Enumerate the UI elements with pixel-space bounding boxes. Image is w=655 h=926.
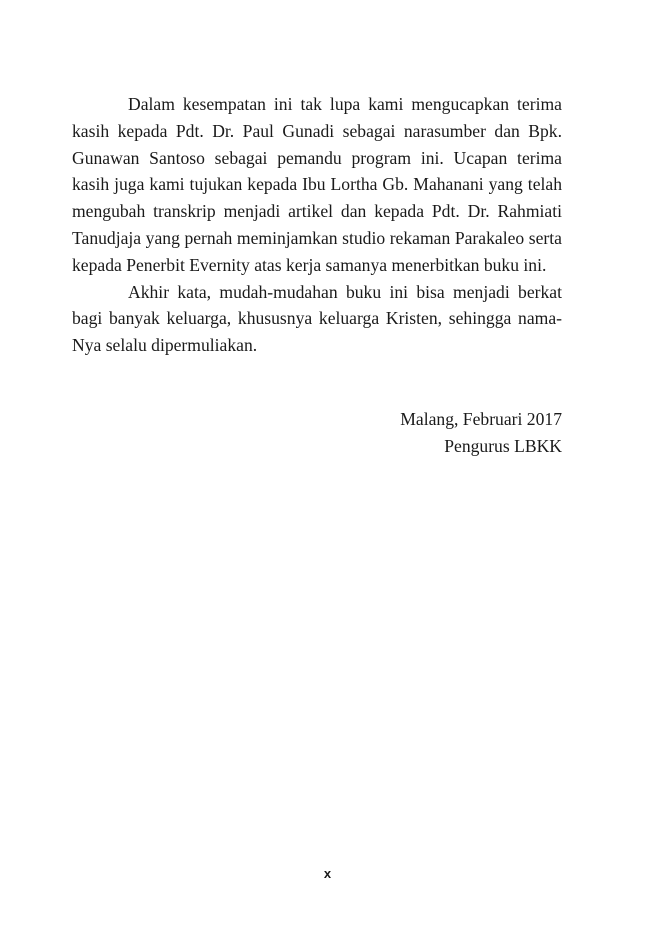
signature-author: Pengurus LBKK [444,435,562,456]
paragraph-closing: Akhir kata, mudah-mudahan buku ini bisa menjadi berkat bagi banyak keluarga, khususnya keluarga Kristen, sehingga nama-Nya selalu dipermuliakan. [72,281,562,356]
paragraph-acknowledgements: Dalam kesempatan ini tak lupa kami mengucapkan terima kasih kepada Pdt. Dr. Paul Gunadi sebagai narasumber dan Bpk. Gunawan Santoso sebagai pemandu program ini. Ucapan terima kasih juga kami tujukan kepada Ibu Lortha Gb. Mahanani yang telah mengubah transkrip menjadi artikel dan kepada Pdt. Dr. Rahmiati Tanudjaja yang pernah meminjamkan studio rekaman Parakaleo serta kepada Penerbit Evernity atas kerja samanya menerbitkan buku ini. [72,94,562,275]
signature-block [400,406,562,460]
body-text [72,91,562,359]
page-number: x [323,866,332,881]
signature-place-date: Malang, Februari 2017 [400,409,562,429]
